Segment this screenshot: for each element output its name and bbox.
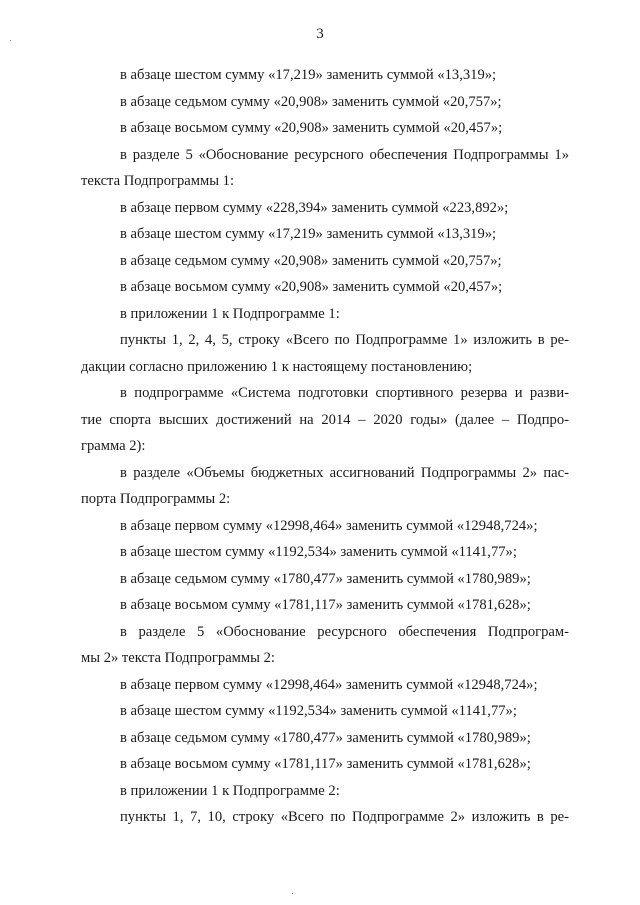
text-line: пункты 1, 2, 4, 5, строку «Всего по Подпрограмме 1» изложить в ре- [120, 332, 569, 348]
text-line: в подпрограмме «Система подготовки спортивного резерва и разви- [120, 385, 569, 401]
text-line: мы 2» текста Подпрограммы 2: [81, 650, 275, 666]
text-line: дакции согласно приложению 1 к настоящему постановлению; [81, 358, 473, 375]
text-line: в абзаце седьмом сумму «1780,477» заменить суммой «1780,989»; [120, 570, 531, 587]
text-line: в абзаце седьмом сумму «20,908» заменить суммой «20,757»; [120, 252, 502, 269]
text-line: грамма 2): [81, 438, 146, 454]
text-line: в приложении 1 к Подпрограмме 1: [120, 305, 340, 322]
text-line: тие спорта высших достижений на 2014 – 2020 годы» (далее – Подпро- [81, 411, 569, 428]
document-body [81, 62, 569, 831]
page-number: 3 [316, 26, 324, 42]
scan-speck [10, 40, 11, 41]
text-line: в абзаце восьмом сумму «1781,117» заменить суммой «1781,628»; [120, 756, 531, 772]
text-line: в абзаце шестом сумму «17,219» заменить суммой «13,319»; [120, 226, 497, 242]
scan-speck [292, 893, 293, 894]
text-line: в абзаце седьмом сумму «20,908» заменить суммой «20,757»; [120, 93, 502, 110]
text-line: в абзаце восьмом сумму «20,908» заменить суммой «20,457»; [120, 120, 503, 136]
text-line: в разделе «Объемы бюджетных ассигнований Подпрограммы 2» пас- [120, 464, 569, 481]
text-line: порта Подпрограммы 2: [81, 491, 231, 507]
text-line: в разделе 5 «Обоснование ресурсного обеспечения Подпрограм- [120, 623, 569, 640]
text-line: в абзаце шестом сумму «17,219» заменить суммой «13,319»; [120, 67, 497, 83]
text-line: в разделе 5 «Обоснование ресурсного обеспечения Подпрограммы 1» [120, 146, 569, 163]
text-line: в абзаце первом сумму «12998,464» заменить суммой «12948,724»; [120, 676, 538, 693]
text-line: в приложении 1 к Подпрограмме 2: [120, 782, 340, 799]
text-line: пункты 1, 7, 10, строку «Всего по Подпрограмме 2» изложить в ре- [120, 809, 569, 825]
text-line: в абзаце первом сумму «228,394» заменить суммой «223,892»; [120, 199, 509, 216]
text-line: в абзаце шестом сумму «1192,534» заменить суммой «1141,77»; [120, 544, 517, 560]
text-line: в абзаце первом сумму «12998,464» заменить суммой «12948,724»; [120, 517, 538, 534]
text-line: текста Подпрограммы 1: [81, 173, 235, 189]
text-line: в абзаце восьмом сумму «20,908» заменить суммой «20,457»; [120, 279, 503, 295]
text-line: в абзаце восьмом сумму «1781,117» заменить суммой «1781,628»; [120, 597, 531, 613]
text-line: в абзаце шестом сумму «1192,534» заменить суммой «1141,77»; [120, 703, 517, 719]
text-line: в абзаце седьмом сумму «1780,477» заменить суммой «1780,989»; [120, 729, 531, 746]
